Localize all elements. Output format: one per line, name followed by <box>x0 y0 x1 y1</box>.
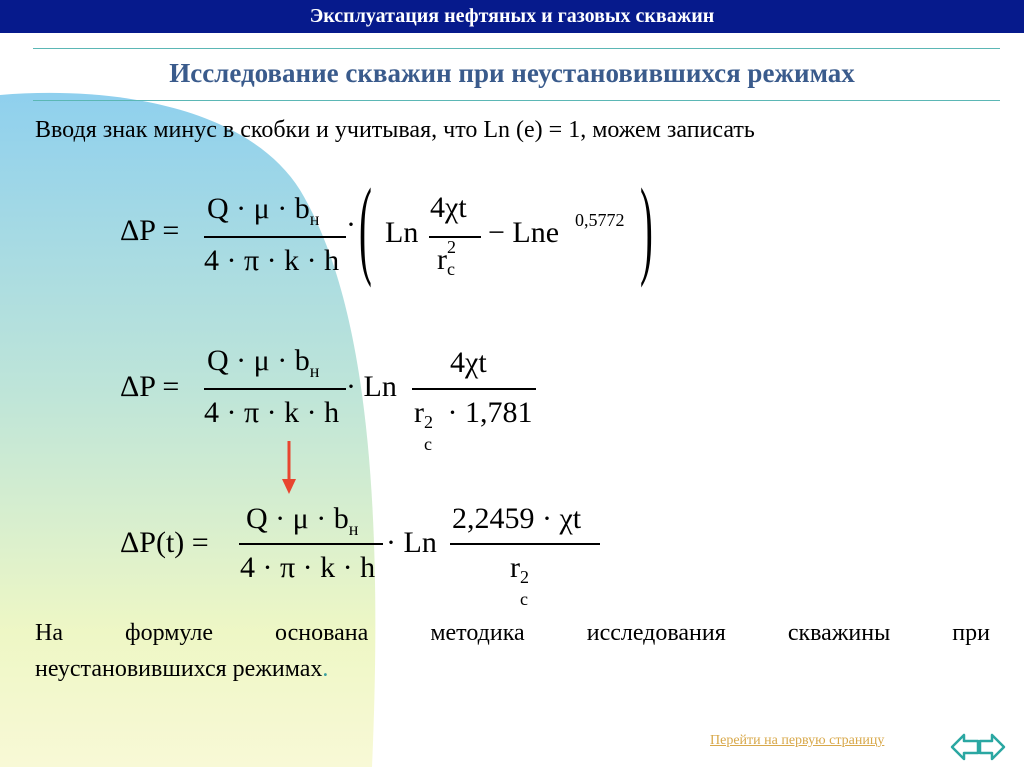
conclusion-word: формуле <box>125 620 213 646</box>
formula-3-inner-numerator: 2,2459 · χt <box>452 502 582 535</box>
formula-1-ln: Ln <box>385 216 419 249</box>
formula-2-tail: · 1,781 <box>440 396 533 429</box>
conclusion-word: при <box>952 620 990 646</box>
slide-title: Исследование скважин при неустановившихся режимах <box>169 58 855 88</box>
formula-1-r: r <box>437 243 447 276</box>
conclusion-line-2 <box>35 651 990 687</box>
title-rule-bottom <box>33 100 1000 101</box>
formula-3-fraction-line <box>239 543 383 545</box>
formula-3-num-sub: н <box>348 519 359 539</box>
header-bar <box>0 0 1024 33</box>
formula-2-r-sup: 2 <box>424 412 433 432</box>
conclusion-word: основана <box>275 620 369 646</box>
conclusion-text <box>35 615 990 687</box>
first-page-link[interactable]: Перейти на первую страницу <box>710 733 885 748</box>
conclusion-period: . <box>322 656 329 682</box>
formula-3-dot-ln: · Ln <box>386 526 437 559</box>
conclusion-word: На <box>35 620 63 646</box>
formula-2-r-sub: c <box>424 434 432 454</box>
left-right-arrows-icon[interactable] <box>950 730 1006 764</box>
formula-2-inner-numerator: 4χt <box>450 346 487 379</box>
formula-2-numerator <box>207 344 319 382</box>
formula-1-right-paren: ) <box>640 166 653 288</box>
formula-2-inner-fraction-line <box>412 388 536 390</box>
formula-1-r-sup: 2 <box>447 237 456 257</box>
formula-3-num-text: Q · μ · b <box>246 502 349 535</box>
conclusion-line-2-text: неустановившихся режимах <box>35 656 323 682</box>
formula-1-fraction-line <box>204 236 346 238</box>
formula-1-dot: · <box>346 208 356 241</box>
formula-2-dot-ln: · Ln <box>346 370 397 403</box>
formula-3-denominator: 4 · π · k · h <box>240 551 376 584</box>
formula-3-inner-fraction-line <box>450 543 600 545</box>
conclusion-word: скважины <box>787 620 891 646</box>
conclusion-word: методика <box>430 620 525 646</box>
formula-1-inner-numerator: 4χt <box>430 191 467 224</box>
formula-2-inner-denominator <box>414 396 533 454</box>
formula-2-lhs: ΔP = <box>120 370 180 403</box>
formula-1-left-paren: ( <box>359 166 372 288</box>
formula-1-inner-denominator <box>437 237 456 279</box>
conclusion-line-1 <box>35 615 990 651</box>
red-down-arrow-icon <box>280 441 298 495</box>
formula-1-denominator: 4 · π · k · h <box>204 244 340 277</box>
formula-1-num-sub: н <box>309 209 320 229</box>
conclusion-word: исследования <box>586 620 726 646</box>
formula-3-r-sub: c <box>520 589 528 609</box>
formula-1-lhs: ΔP = <box>120 214 180 247</box>
title-rule-top <box>33 48 1000 49</box>
formula-1-num-text: Q · μ · b <box>207 192 310 225</box>
formula-2-denominator: 4 · π · k · h <box>204 396 340 429</box>
formula-3-inner-denominator <box>510 551 536 609</box>
formula-3-r-sup: 2 <box>520 567 529 587</box>
formula-2-r: r <box>414 396 424 429</box>
intro-text: Вводя знак минус в скобки и учитывая, что Ln (e) = 1, можем записать <box>35 117 755 143</box>
formula-1-exponent: 0,5772 <box>575 210 625 230</box>
header-title: Эксплуатация нефтяных и газовых скважин <box>309 5 715 27</box>
formula-2-num-sub: н <box>309 361 320 381</box>
formula-3-numerator <box>246 502 358 540</box>
formula-1-minus-lne: − Lne <box>488 216 560 249</box>
formula-1-r-sub: c <box>447 259 455 279</box>
formula-3-r: r <box>510 551 520 584</box>
formula-3-lhs: ΔP(t) = <box>120 526 209 559</box>
formula-2-fraction-line <box>204 388 346 390</box>
formula-1-numerator <box>207 192 319 230</box>
formula-2-num-text: Q · μ · b <box>207 344 310 377</box>
